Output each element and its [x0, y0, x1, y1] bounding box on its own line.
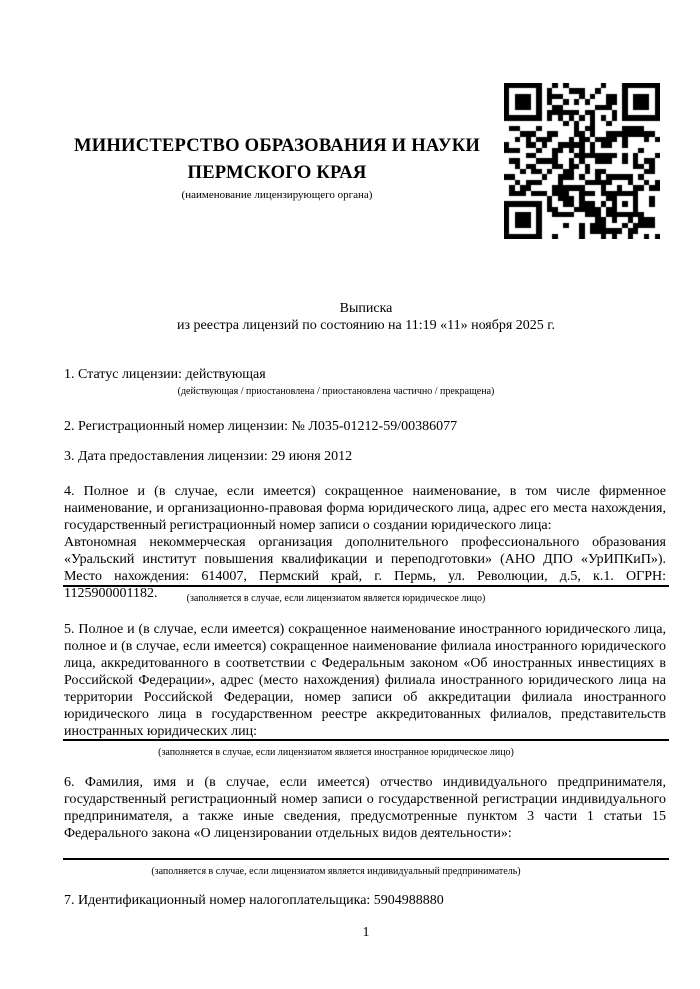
item-4-fill-rule — [63, 585, 669, 587]
ministry-name — [64, 132, 490, 186]
item-2-registration-number: 2. Регистрационный номер лицензии: № Л035-01212-59/00386077 — [64, 419, 458, 434]
ministry-name-line2: ПЕРМСКОГО КРАЯ — [187, 162, 367, 183]
item-5-foreign-entity: 5. Полное и (в случае, если имеется) сокращенное наименование иностранного юридического лица, полное и (в случае, если имеется) сокращенное наименование филиала иностранного юридического лица, аккредитованного в соответствии с Федеральным законом «Об иностранных инвестициях в Российской Федерации», адрес (место нахождения) филиала иностранного юридического лица на территории Российской Федерации, номер записи об аккредитации филиала иностранного юридического лица в государственном реестре аккредитованных филиалов, представительств иностранных юридических лиц: — [64, 622, 666, 739]
item-4-caption: (заполняется в случае, если лицензиатом является юридическое лицо) — [186, 593, 486, 604]
page-number: 1 — [362, 925, 370, 940]
item-7-taxpayer-number: 7. Идентификационный номер налогоплательщика: 5904988880 — [64, 893, 444, 908]
document-title-line1: Выписка — [339, 301, 393, 316]
item-5-fill-rule — [63, 739, 669, 741]
qr-code — [504, 83, 660, 239]
ministry-name-line1: МИНИСТЕРСТВО ОБРАЗОВАНИЯ И НАУКИ — [73, 135, 481, 156]
item-6-caption: (заполняется в случае, если лицензиатом является индивидуальный предприниматель) — [151, 866, 521, 877]
item-1-status: 1. Статус лицензии: действующая — [64, 367, 266, 382]
document-title — [64, 300, 668, 335]
ministry-caption: (наименование лицензирующего органа) — [181, 189, 373, 201]
item-1-caption: (действующая / приостановлена / приостановлена частично / прекращена) — [177, 386, 495, 397]
item-3-grant-date: 3. Дата предоставления лицензии: 29 июня 2012 — [64, 449, 353, 464]
item-4-text: 4. Полное и (в случае, если имеется) сокращенное наименование, в том числе фирменное наименование, и организационно-правовая форма юридического лица, адрес его места нахождения, государственный регистрационный номер записи о создании юридического лица: — [64, 484, 666, 533]
item-6-fill-rule — [63, 858, 669, 860]
item-4-value: Автономная некоммерческая организация дополнительного профессионального образования «Уральский институт повышения квалификации и переподготовки» (АНО ДПО «УрИПКиП»). Место нахождения: 614007, Пермский край, г. Пермь, ул. Революции, д.5, к.1. ОГРН: 1125900001182. — [64, 535, 666, 601]
item-6-individual-entrepreneur: 6. Фамилия, имя и (в случае, если имеется) отчество индивидуального предпринимателя, государственный регистрационный номер записи о государственной регистрации индивидуального предпринимателя, а также иные сведения, предусмотренные пунктом 3 части 1 статьи 15 Федерального закона «О лицензировании отдельных видов деятельности»: — [64, 775, 666, 841]
licensing-authority-block — [64, 132, 490, 202]
document-title-line2: из реестра лицензий по состоянию на 11:19 «11» ноября 2025 г. — [177, 318, 555, 334]
item-5-caption: (заполняется в случае, если лицензиатом является иностранное юридическое лицо) — [158, 747, 514, 758]
